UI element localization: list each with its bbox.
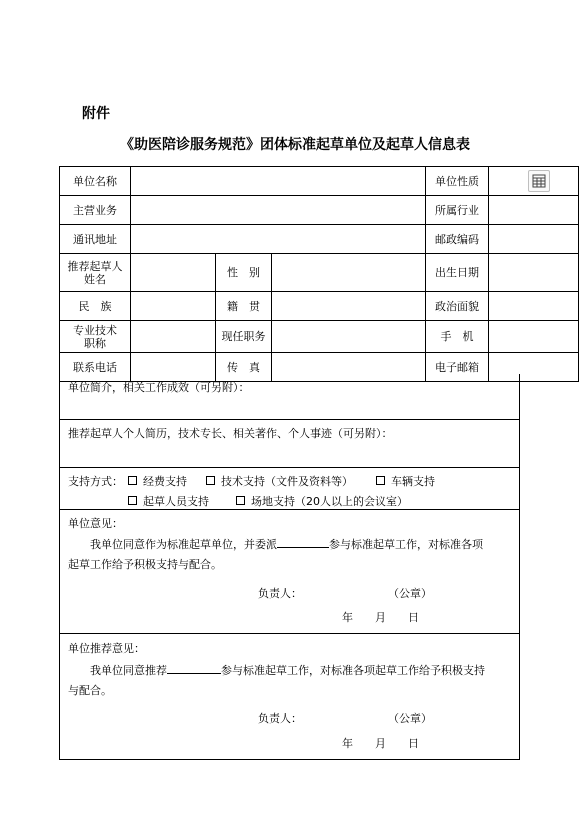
recommend-opinion-section <box>59 634 520 760</box>
support-label: 支持方式： <box>68 475 123 488</box>
unit-opinion-seal: （公章） <box>388 587 432 600</box>
recommend-opinion-seal: （公章） <box>388 712 432 725</box>
field-title-rank[interactable] <box>131 321 216 353</box>
drafter-intro-section[interactable] <box>59 420 520 468</box>
support-option-staff[interactable]: 起草人员支持 <box>128 493 209 509</box>
support-section <box>59 468 520 510</box>
field-industry[interactable] <box>489 196 579 225</box>
label-political-status: 政治面貌 <box>426 292 489 321</box>
support-option-vehicle[interactable]: 车辆支持 <box>376 473 435 489</box>
label-main-business: 主营业务 <box>60 196 131 225</box>
unit-intro-label: 单位简介，相关工作成效（可另附）： <box>68 381 250 394</box>
field-political-status[interactable] <box>489 292 579 321</box>
field-mobile[interactable] <box>489 321 579 353</box>
label-position: 现任职务 <box>216 321 272 353</box>
unit-opinion-date: 年 月 日 <box>342 611 419 624</box>
label-unit-nature: 单位性质 <box>426 167 489 196</box>
unit-opinion-text: 我单位同意作为标准起草单位，并委派 参与标准起草工作，对标准各项 <box>90 538 483 551</box>
unit-opinion-responsible: 负责人： <box>258 587 302 600</box>
label-phone: 联系电话 <box>60 353 131 382</box>
label-mobile: 手 机 <box>426 321 489 353</box>
recommend-opinion-text: 我单位同意推荐 参与标准起草工作，对标准各项起草工作给予积极支持 <box>90 664 485 677</box>
field-birth-date[interactable] <box>489 254 579 292</box>
label-gender: 性 别 <box>216 254 272 292</box>
info-table <box>59 166 579 382</box>
label-industry: 所属行业 <box>426 196 489 225</box>
field-address[interactable] <box>131 225 426 254</box>
field-unit-nature[interactable] <box>489 167 579 196</box>
checkbox-icon[interactable] <box>376 476 385 485</box>
support-option-technical[interactable]: 技术支持（文件及资料等） <box>206 473 353 489</box>
support-option-funding[interactable]: 经费支持 <box>128 473 187 489</box>
label-unit-name: 单位名称 <box>60 167 131 196</box>
drafter-intro-label: 推荐起草人个人简历，技术专长、相关著作、个人事迹（可另附）： <box>68 427 393 440</box>
field-gender[interactable] <box>272 254 426 292</box>
unit-intro-section[interactable] <box>59 374 520 420</box>
field-postcode[interactable] <box>489 225 579 254</box>
checkbox-icon[interactable] <box>236 496 245 505</box>
checkbox-icon[interactable] <box>128 476 137 485</box>
label-title-rank: 专业技术职称 <box>60 321 131 353</box>
field-native-place[interactable] <box>272 292 426 321</box>
field-unit-name[interactable] <box>131 167 426 196</box>
support-option-venue[interactable]: 场地支持（20人以上的会议室） <box>236 493 408 509</box>
recommend-opinion-responsible: 负责人： <box>258 712 302 725</box>
label-address: 通讯地址 <box>60 225 131 254</box>
field-ethnicity[interactable] <box>131 292 216 321</box>
delegate-blank[interactable] <box>277 537 329 548</box>
label-fax: 传 真 <box>216 353 272 382</box>
recommend-opinion-label: 单位推荐意见： <box>68 642 145 655</box>
unit-opinion-label: 单位意见： <box>68 517 123 530</box>
label-birth-date: 出生日期 <box>426 254 489 292</box>
attachment-label: 附件 <box>82 106 110 122</box>
field-drafter-name[interactable] <box>131 254 216 292</box>
label-drafter-name: 推荐起草人姓名 <box>60 254 131 292</box>
label-postcode: 邮政编码 <box>426 225 489 254</box>
page-title: 《助医陪诊服务规范》团体标准起草单位及起草人信息表 <box>120 137 470 153</box>
field-position[interactable] <box>272 321 426 353</box>
unit-opinion-text-line2: 起草工作给予积极支持与配合。 <box>68 558 222 571</box>
unit-opinion-section <box>59 510 520 634</box>
recommend-opinion-date: 年 月 日 <box>342 737 419 750</box>
label-email: 电子邮箱 <box>426 353 489 382</box>
checkbox-icon[interactable] <box>206 476 215 485</box>
label-ethnicity: 民 族 <box>60 292 131 321</box>
recommend-blank[interactable] <box>167 663 221 674</box>
checkbox-icon[interactable] <box>128 496 137 505</box>
recommend-opinion-text-line2: 与配合。 <box>68 684 112 697</box>
field-main-business[interactable] <box>131 196 426 225</box>
label-native-place: 籍 贯 <box>216 292 272 321</box>
